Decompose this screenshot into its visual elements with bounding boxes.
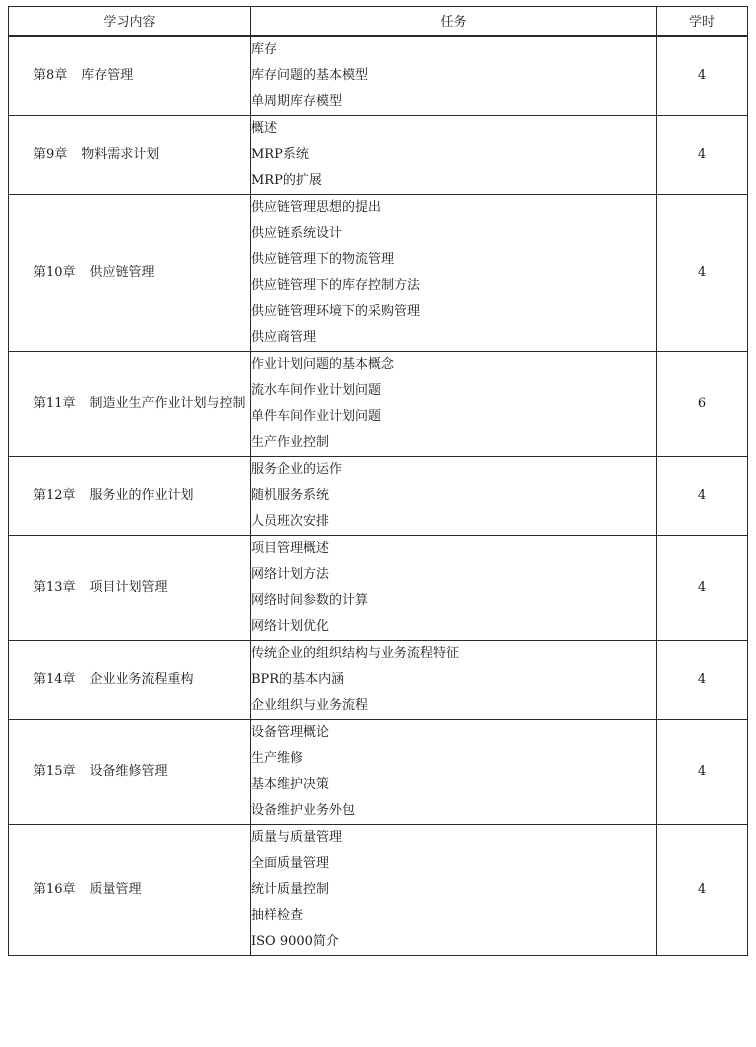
task-item: 供应链管理下的物流管理 [251,251,395,267]
chapter-label [9,575,250,601]
task-item: 服务企业的运作 [251,461,343,477]
task-item: 企业组织与业务流程 [251,697,369,713]
header-hours: 学时 [657,7,748,36]
task-item: 全面质量管理 [251,855,330,871]
chapter-title: 设备维修管理 [89,763,168,779]
table-row [9,351,748,456]
chapter-number: 第11章 [33,395,76,411]
table-row [9,824,748,955]
tasks-cell [251,824,657,955]
header-tasks: 任务 [251,7,657,36]
chapter-number: 第15章 [33,763,76,779]
task-item: 作业计划问题的基本概念 [251,356,395,372]
task-item: 传统企业的组织结构与业务流程特征 [251,645,460,661]
task-item: 统计质量控制 [251,881,330,897]
hours-cell: 6 [657,351,748,456]
task-item: 质量与质量管理 [251,829,343,845]
chapter-label [9,667,250,693]
task-item: MRP的扩展 [251,172,322,188]
task-item: 供应链管理思想的提出 [251,199,382,215]
hours-cell: 4 [657,640,748,719]
task-item: 网络计划方法 [251,566,330,582]
chapter-number: 第8章 [33,67,68,83]
chapter-cell [9,640,251,719]
tasks-cell [251,456,657,535]
header-content: 学习内容 [9,7,251,36]
task-item: 库存 [251,41,278,57]
task-item: 供应链系统设计 [251,225,343,241]
task-item: MRP系统 [251,146,309,162]
hours-cell: 4 [657,115,748,194]
chapter-number: 第10章 [33,264,76,280]
chapter-label [9,391,250,417]
chapter-label [9,759,250,785]
task-item: 生产维修 [251,750,304,766]
tasks-cell [251,535,657,640]
chapter-number: 第16章 [33,881,76,897]
task-item: 随机服务系统 [251,487,330,503]
chapter-title: 库存管理 [81,67,134,83]
syllabus-table [8,6,748,956]
chapter-label [9,483,250,509]
task-item: 抽样检查 [251,907,304,923]
hours-cell: 4 [657,194,748,351]
chapter-title: 企业业务流程重构 [89,671,194,687]
chapter-cell [9,719,251,824]
tasks-cell [251,351,657,456]
chapter-title: 项目计划管理 [89,579,168,595]
chapter-label [9,260,250,286]
task-item: ISO 9000简介 [251,933,339,949]
chapter-title: 物料需求计划 [81,146,160,162]
table-row [9,115,748,194]
task-item: 单件车间作业计划问题 [251,408,382,424]
task-item: 供应商管理 [251,329,317,345]
table-row [9,535,748,640]
table-row [9,456,748,535]
hours-cell: 4 [657,36,748,116]
task-item: 人员班次安排 [251,513,330,529]
table-row [9,194,748,351]
task-item: 设备维护业务外包 [251,802,356,818]
hours-cell: 4 [657,824,748,955]
chapter-number: 第13章 [33,579,76,595]
hours-cell: 4 [657,456,748,535]
chapter-title: 制造业生产作业计划与控制 [89,395,246,411]
table-row [9,640,748,719]
task-item: 流水车间作业计划问题 [251,382,382,398]
chapter-number: 第12章 [33,487,76,503]
chapter-cell [9,115,251,194]
task-item: 库存问题的基本模型 [251,67,369,83]
task-item: 网络时间参数的计算 [251,592,369,608]
chapter-cell [9,194,251,351]
chapter-label [9,142,250,168]
tasks-cell [251,640,657,719]
task-item: 单周期库存模型 [251,93,343,109]
tasks-cell [251,719,657,824]
task-item: 网络计划优化 [251,618,330,634]
chapter-title: 供应链管理 [89,264,155,280]
table-row [9,36,748,116]
task-item: 供应链管理下的库存控制方法 [251,277,421,293]
chapter-title: 服务业的作业计划 [89,487,194,503]
chapter-number: 第14章 [33,671,76,687]
table-row [9,719,748,824]
task-item: 概述 [251,120,278,136]
hours-cell: 4 [657,719,748,824]
chapter-title: 质量管理 [89,881,142,897]
task-item: BPR的基本内涵 [251,671,345,687]
tasks-cell [251,36,657,116]
chapter-cell [9,36,251,116]
task-item: 基本维护决策 [251,776,330,792]
chapter-cell [9,824,251,955]
header-row [9,7,748,36]
chapter-number: 第9章 [33,146,68,162]
task-item: 设备管理概论 [251,724,330,740]
chapter-cell [9,456,251,535]
tasks-cell [251,115,657,194]
task-item: 生产作业控制 [251,434,330,450]
hours-cell: 4 [657,535,748,640]
tasks-cell [251,194,657,351]
chapter-cell [9,535,251,640]
chapter-cell [9,351,251,456]
chapter-label [9,63,250,89]
task-item: 供应链管理环境下的采购管理 [251,303,421,319]
task-item: 项目管理概述 [251,540,330,556]
table-body [9,36,748,956]
chapter-label [9,877,250,903]
